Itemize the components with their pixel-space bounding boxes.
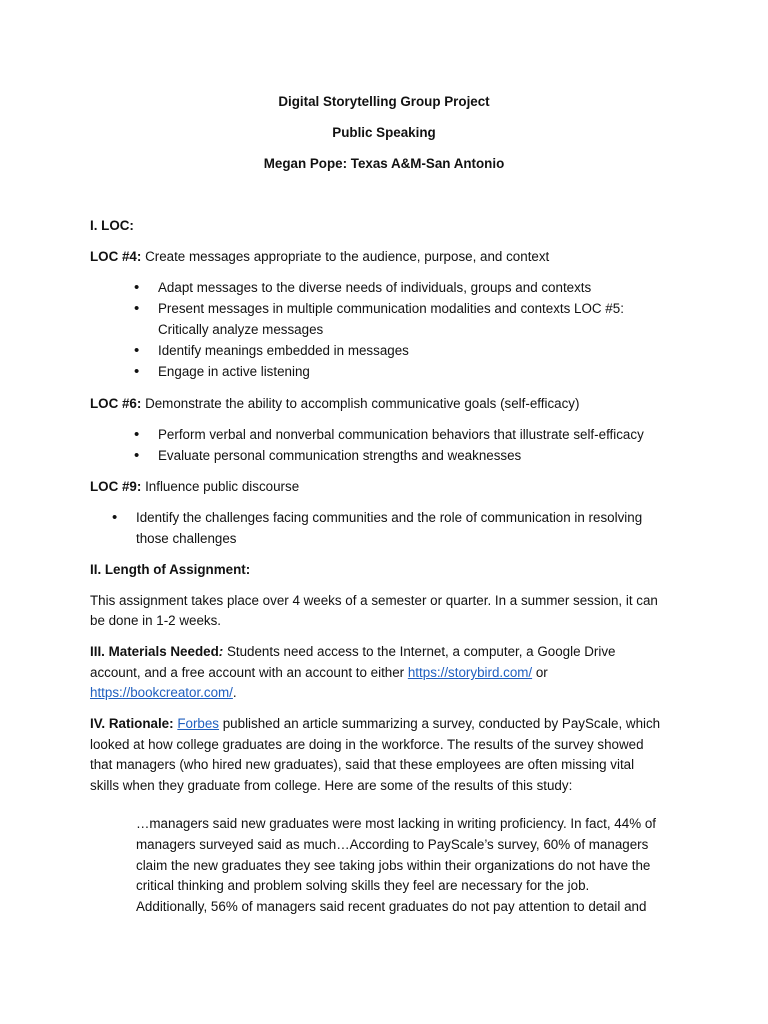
materials-line-3: https://bookcreator.com/. [90,685,237,700]
bookcreator-link[interactable]: https://bookcreator.com/ [90,685,233,700]
quote-line-1: …managers said new graduates were most lacking in writing proficiency. In fact, 44% of [136,816,656,831]
loc4-line [90,247,680,268]
bullet-icon: • [112,509,118,526]
loc9-line [90,477,680,498]
bullet-icon: • [134,342,140,359]
rationale-line-1: IV. Rationale: Forbes published an article summarizing a survey, conducted by PayScale, which [90,716,661,731]
loc4-text: Create messages appropriate to the audience, purpose, and context [141,249,550,264]
forbes-link[interactable]: Forbes [177,716,220,731]
loc4-bullet-1: Adapt messages to the diverse needs of individuals, groups and contexts [158,280,592,295]
bullet-icon: • [134,447,140,464]
rationale-line-4: skills when they graduate from college. Here are some of the results of this study: [90,778,573,793]
bullet-icon: • [134,363,140,380]
bullet-icon: • [134,426,140,443]
loc6-bullet-1: Perform verbal and nonverbal communication behaviors that illustrate self-efficacy [158,427,644,442]
loc9-label: LOC #9: [90,479,142,494]
document-author: Megan Pope: Texas A&M-San Antonio [263,156,505,171]
loc4-bullet-2: Present messages in multiple communication modalities and contexts LOC #5: [158,301,624,316]
loc6-bullet-2: Evaluate personal communication strengths and weaknesses [158,448,522,463]
rationale-line-2: looked at how college graduates are doing in the workforce. The results of the survey showed [90,737,644,752]
bullet-icon: • [134,279,140,296]
loc4-bullet-3: Іdentify meanings embedded in messages [158,343,409,358]
document-subtitle: Public Speaking [332,125,436,140]
loc9-bullet-1: Identify the challenges facing communities and the role of communication in resolving [136,510,643,525]
loc4-label: LOC #4: [90,249,142,264]
loc4-bullet-2-cont: Critically analyze messages [158,322,324,337]
loc6-text: Demonstrate the ability to accomplish communicative goals (self-efficacy) [141,396,580,411]
bullet-icon: • [134,300,140,317]
rationale-heading: IV. Rationale: [90,716,174,731]
loc4-bullet-4: Engage in active listening [158,364,310,379]
materials-line-2: account, and a free account with an account to either https://storybird.com/ or [90,665,548,680]
quote-line-5: Additionally, 56% of managers said recent graduates do not pay attention to detail and [136,899,647,915]
length-line-1: This assignment takes place over 4 weeks of a semester or quarter. In a summer session, it can [90,593,658,608]
storybird-link[interactable]: https://storybird.com/ [407,665,533,680]
section-length-heading: II. Length of Assignment: [90,562,251,577]
document-title: Digital Storytelling Group Project [278,94,490,109]
loc6-line [90,394,680,415]
materials-line-1: III. Materials Needed: Students need access to the Internet, a computer, a Google Drive [90,644,616,659]
quote-line-2: managers surveyed said as much…According to PayScale’s survey, 60% of managers [136,836,649,852]
materials-heading: III. Materials Needed [90,644,219,659]
length-line-2: be done in 1-2 weeks. [90,613,222,628]
loc9-text: Influence public discourse [141,479,300,494]
quote-line-4: critical thinking and problem solving skills they feel are necessary for the job. [136,878,590,894]
section-loc-heading: I. LOC: [90,218,134,233]
loc6-label: LOC #6: [90,396,142,411]
loc9-bullet-1-cont: those challenges [136,531,237,546]
quote-line-3: claim the new graduates they see taking jobs within their organizations do not have the [136,857,651,873]
block-quote [136,814,676,918]
rationale-line-3: that managers (who hired new graduates), said that these employees are often missing vital [90,757,635,772]
